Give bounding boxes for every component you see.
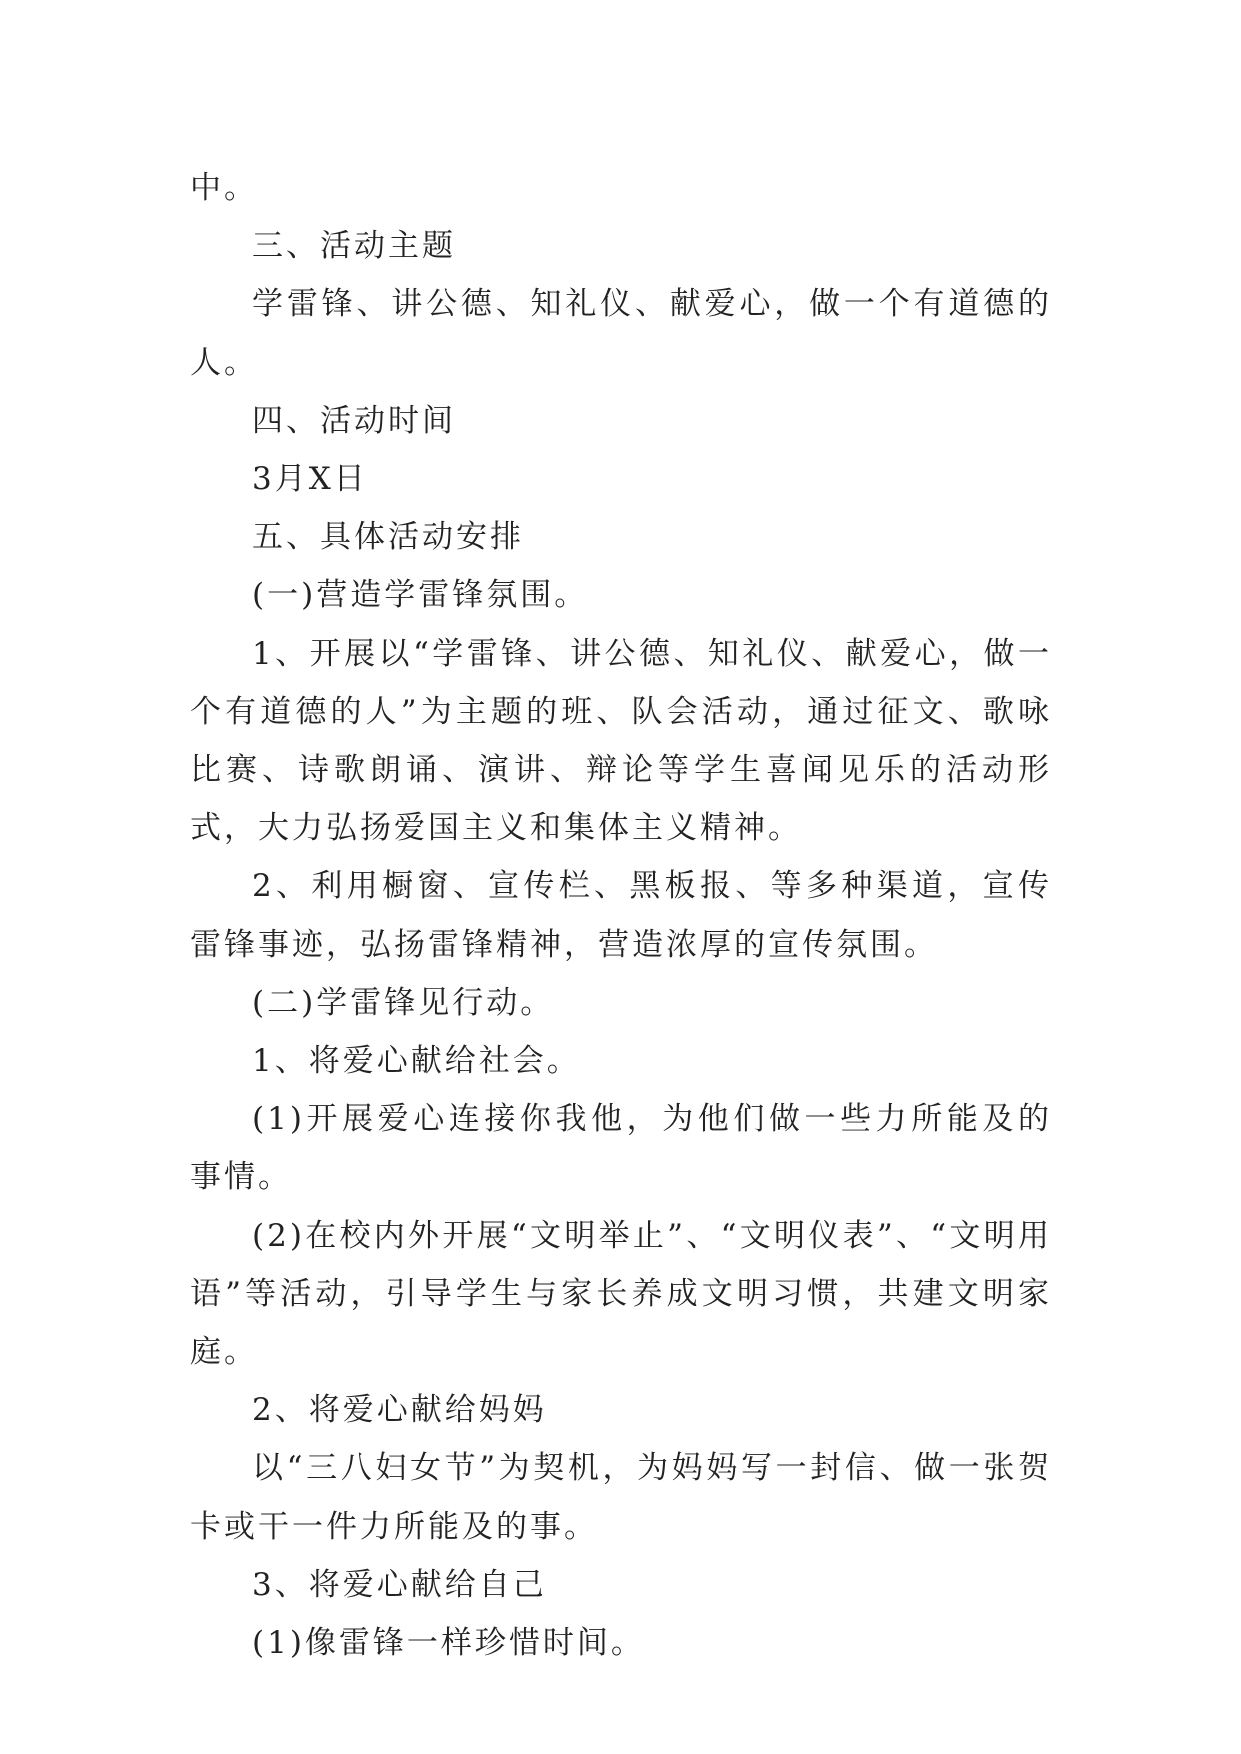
paragraph: 以“三八妇女节”为契机，为妈妈写一封信、做一张贺卡或干一件力所能及的事。 [190, 1450, 1052, 1545]
subsection-heading: (二)学雷锋见行动。 [252, 984, 555, 1021]
subsection-heading: (一)营造学雷锋氛围。 [252, 577, 589, 614]
section-heading: 三、活动主题 [252, 228, 456, 265]
paragraph: 2、利用橱窗、宣传栏、黑板报、等多种渠道，宣传雷锋事迹，弘扬雷锋精神，营造浓厚的宣传氛围。 [190, 868, 1052, 963]
paragraph: 1、开展以“学雷锋、讲公德、知礼仪、献爱心，做一个有道德的人”为主题的班、队会活动，通过征文、歌咏比赛、诗歌朗诵、演讲、辩论等学生喜闻见乐的活动形式，大力弘扬爱国主义和集体主义精神。 [190, 635, 1052, 847]
paragraph: (2)在校内外开展“文明举止”、“文明仪表”、“文明用语”等活动，引导学生与家长养成文明习惯，共建文明家庭。 [190, 1217, 1052, 1371]
section-heading: 四、活动时间 [252, 402, 456, 439]
paragraph: (1)像雷锋一样珍惜时间。 [252, 1625, 645, 1662]
document-body [190, 159, 1052, 1672]
list-item: 1、将爱心献给社会。 [252, 1043, 581, 1080]
paragraph: 学雷锋、讲公德、知礼仪、献爱心，做一个有道德的人。 [190, 286, 1052, 381]
list-item: 2、将爱心献给妈妈 [252, 1392, 547, 1429]
list-item: 3、将爱心献给自己 [252, 1566, 547, 1603]
paragraph: 中。 [190, 170, 258, 206]
paragraph: 3月X日 [252, 461, 368, 498]
paragraph: (1)开展爱心连接你我他，为他们做一些力所能及的事情。 [190, 1101, 1052, 1196]
section-heading: 五、具体活动安排 [252, 519, 524, 556]
